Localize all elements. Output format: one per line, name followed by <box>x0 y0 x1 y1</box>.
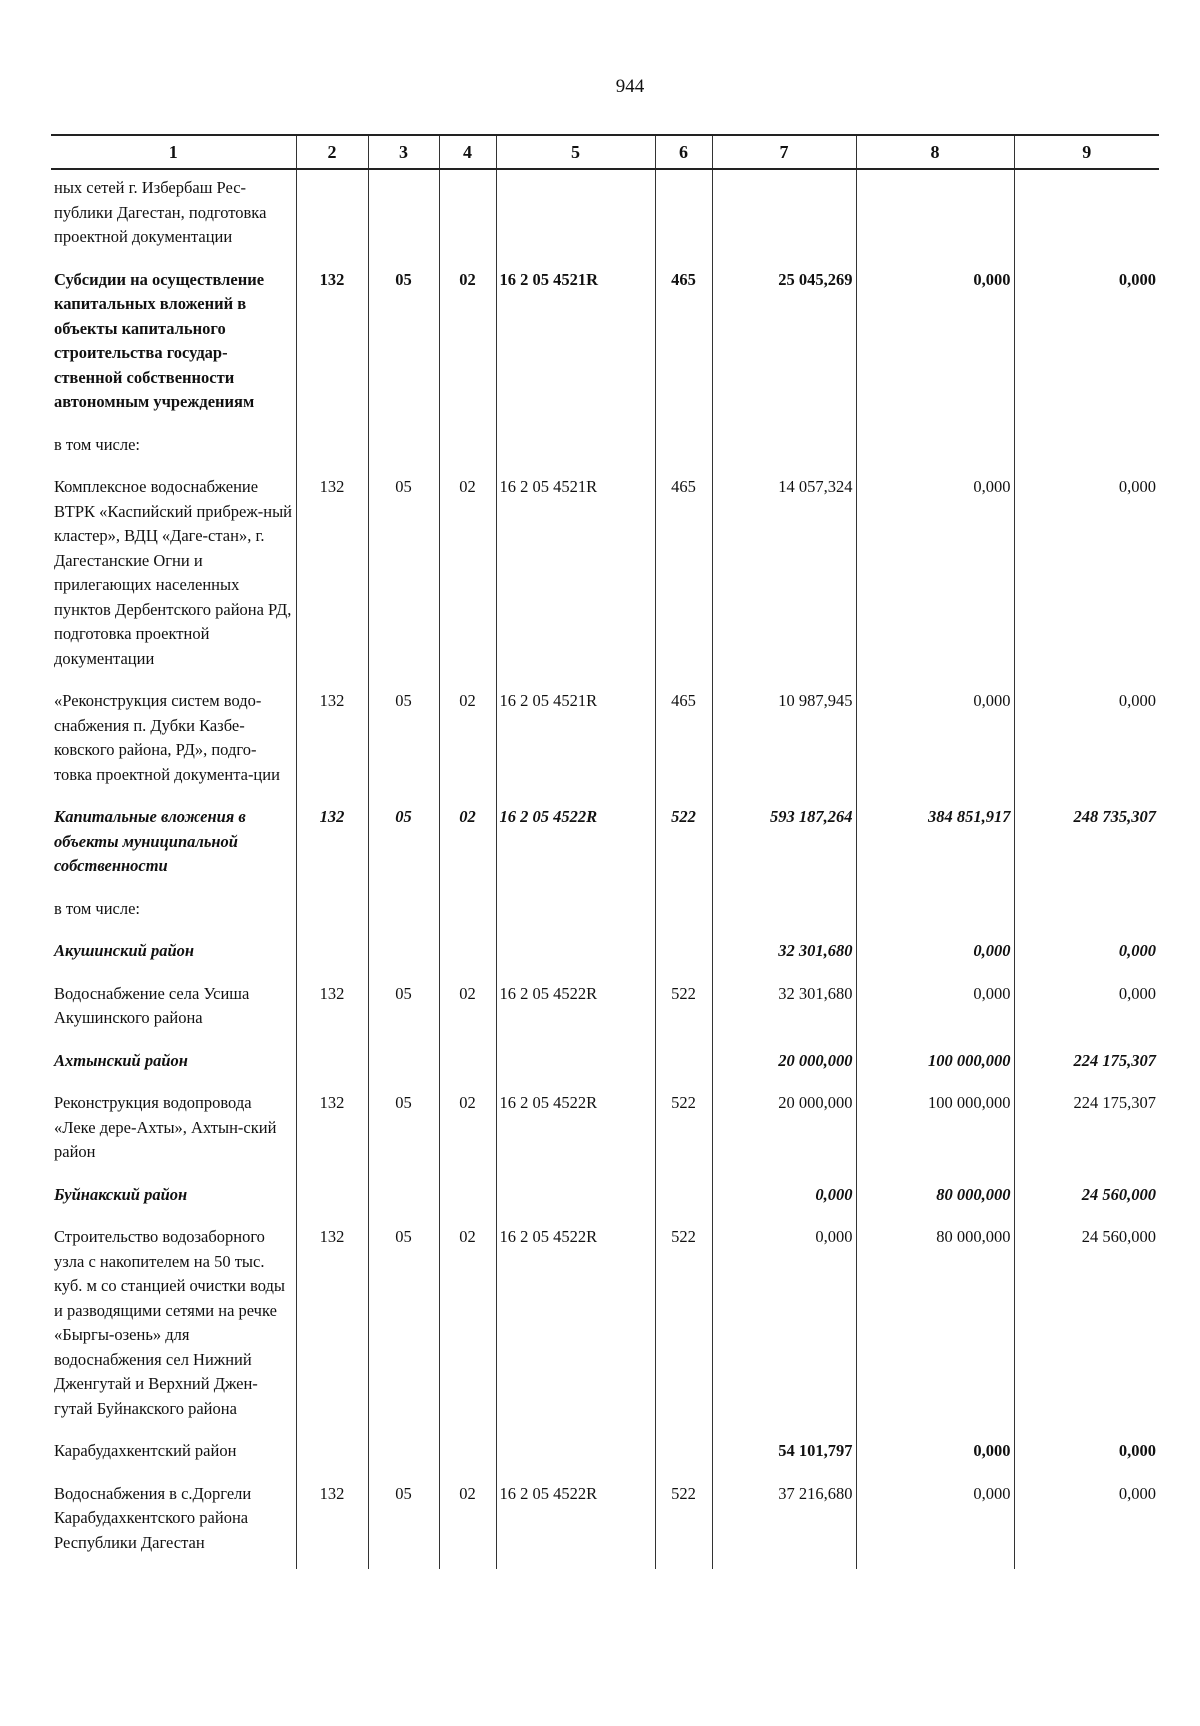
row-name-cell: «Реконструкция систем водо-снабжения п. Дубки Казбе-ковского района, РД», подго-товка проектной документа-ции <box>54 691 280 784</box>
row-name-cell: Ахтынский район <box>54 1050 188 1070</box>
col-6-cell <box>655 930 712 973</box>
col-2-cell: 132 <box>296 1473 368 1570</box>
col-7-cell: 37 216,680 <box>712 1473 856 1570</box>
col-3-cell: 05 <box>368 1473 439 1570</box>
col-3-cell <box>368 930 439 973</box>
col-8-cell: 0,000 <box>856 1473 1014 1570</box>
col-8-cell: 100 000,000 <box>856 1082 1014 1174</box>
table-header <box>51 135 1159 169</box>
col-9-cell: 0,000 <box>1014 466 1159 680</box>
col-3-cell: 05 <box>368 466 439 680</box>
col-7-cell: 32 301,680 <box>712 930 856 973</box>
row-name-cell: Капитальные вложения в объекты муниципальной собственности <box>54 807 246 875</box>
col-6-cell: 522 <box>655 796 712 888</box>
table-row <box>51 466 1159 680</box>
col-4-cell <box>439 169 496 259</box>
row-name-cell: Водоснабжения в с.Доргели Карабудахкентского района Республики Дагестан <box>54 1483 252 1552</box>
header-cell-1: 1 <box>51 135 296 169</box>
col-4-cell <box>439 424 496 467</box>
col-2-cell <box>296 424 368 467</box>
col-8-cell: 80 000,000 <box>856 1174 1014 1217</box>
col-6-cell <box>655 888 712 931</box>
col-5-cell: 16 2 05 4521R <box>496 466 655 680</box>
col-3-cell <box>368 424 439 467</box>
col-9-cell: 0,000 <box>1014 1430 1159 1473</box>
col-7-cell: 20 000,000 <box>712 1040 856 1083</box>
col-4-cell <box>439 1174 496 1217</box>
col-2-cell: 132 <box>296 796 368 888</box>
col-4-cell: 02 <box>439 973 496 1040</box>
col-6-cell: 522 <box>655 1216 712 1430</box>
row-name-cell: Реконструкция водопровода «Леке дере-Ахты», Ахтын-ский район <box>54 1093 277 1161</box>
col-7-cell: 14 057,324 <box>712 466 856 680</box>
col-2-cell <box>296 1430 368 1473</box>
col-5-cell <box>496 424 655 467</box>
col-9-cell: 0,000 <box>1014 930 1159 973</box>
col-6-cell: 522 <box>655 1082 712 1174</box>
col-7-cell <box>712 424 856 467</box>
col-4-cell: 02 <box>439 466 496 680</box>
col-7-cell: 0,000 <box>712 1216 856 1430</box>
col-6-cell <box>655 1174 712 1217</box>
table-row <box>51 1216 1159 1430</box>
col-2-cell <box>296 1174 368 1217</box>
table-row <box>51 169 1159 259</box>
row-name-cell: в том числе: <box>54 898 141 918</box>
col-5-cell: 16 2 05 4522R <box>496 1216 655 1430</box>
col-3-cell <box>368 1040 439 1083</box>
col-4-cell: 02 <box>439 1082 496 1174</box>
table-row <box>51 680 1159 796</box>
row-name-cell: Акушинский район <box>54 941 195 960</box>
col-7-cell: 54 101,797 <box>712 1430 856 1473</box>
table-row <box>51 1430 1159 1473</box>
col-9-cell: 224 175,307 <box>1014 1040 1159 1083</box>
col-5-cell <box>496 169 655 259</box>
row-name-cell: Карабудахкентский район <box>54 1441 237 1460</box>
col-2-cell <box>296 1040 368 1083</box>
row-name-cell: Комплексное водоснабжение ВТРК «Каспийский прибреж-ный кластер», ВДЦ «Даге-стан», г. Дагестанские Огни и прилегающих населенных пунктов Дербентского района РД, подготовка проектной документации <box>54 477 292 668</box>
col-8-cell: 100 000,000 <box>856 1040 1014 1083</box>
col-2-cell <box>296 169 368 259</box>
table-row <box>51 1174 1159 1217</box>
col-8-cell: 0,000 <box>856 259 1014 424</box>
col-4-cell <box>439 888 496 931</box>
header-cell-8: 8 <box>856 135 1014 169</box>
table-row <box>51 1473 1159 1570</box>
table-row <box>51 930 1159 973</box>
col-8-cell: 0,000 <box>856 973 1014 1040</box>
col-8-cell <box>856 888 1014 931</box>
col-2-cell <box>296 930 368 973</box>
col-3-cell <box>368 169 439 259</box>
col-6-cell: 465 <box>655 259 712 424</box>
col-6-cell: 522 <box>655 973 712 1040</box>
col-9-cell: 24 560,000 <box>1014 1174 1159 1217</box>
col-4-cell: 02 <box>439 259 496 424</box>
col-4-cell <box>439 1040 496 1083</box>
row-name-cell: в том числе: <box>54 434 141 454</box>
table-row <box>51 1082 1159 1174</box>
col-4-cell: 02 <box>439 680 496 796</box>
header-cell-4: 4 <box>439 135 496 169</box>
col-5-cell <box>496 1040 655 1083</box>
table-row <box>51 796 1159 888</box>
col-6-cell <box>655 424 712 467</box>
col-7-cell: 32 301,680 <box>712 973 856 1040</box>
col-9-cell: 248 735,307 <box>1014 796 1159 888</box>
table-body <box>51 169 1159 1569</box>
col-5-cell <box>496 888 655 931</box>
header-cell-2: 2 <box>296 135 368 169</box>
col-8-cell: 384 851,917 <box>856 796 1014 888</box>
row-name-cell: Буйнакский район <box>54 1184 188 1204</box>
col-6-cell: 465 <box>655 466 712 680</box>
col-8-cell <box>856 424 1014 467</box>
header-cell-5: 5 <box>496 135 655 169</box>
col-5-cell <box>496 1430 655 1473</box>
col-7-cell: 25 045,269 <box>712 259 856 424</box>
col-3-cell <box>368 1174 439 1217</box>
col-3-cell: 05 <box>368 680 439 796</box>
header-cell-7: 7 <box>712 135 856 169</box>
col-3-cell: 05 <box>368 259 439 424</box>
col-9-cell: 24 560,000 <box>1014 1216 1159 1430</box>
col-5-cell: 16 2 05 4522R <box>496 973 655 1040</box>
col-2-cell: 132 <box>296 1082 368 1174</box>
col-7-cell: 0,000 <box>712 1174 856 1217</box>
col-4-cell: 02 <box>439 1216 496 1430</box>
row-name-cell: ных сетей г. Избербаш Рес-публики Дагестан, подготовка проектной документации <box>54 178 267 246</box>
col-7-cell: 20 000,000 <box>712 1082 856 1174</box>
col-2-cell: 132 <box>296 466 368 680</box>
col-3-cell: 05 <box>368 973 439 1040</box>
table-row <box>51 888 1159 931</box>
col-8-cell <box>856 169 1014 259</box>
col-9-cell <box>1014 888 1159 931</box>
col-3-cell <box>368 1430 439 1473</box>
col-7-cell <box>712 169 856 259</box>
col-3-cell <box>368 888 439 931</box>
col-5-cell <box>496 1174 655 1217</box>
col-2-cell: 132 <box>296 1216 368 1430</box>
col-7-cell: 593 187,264 <box>712 796 856 888</box>
col-9-cell: 0,000 <box>1014 973 1159 1040</box>
col-5-cell: 16 2 05 4521R <box>496 259 655 424</box>
col-9-cell: 0,000 <box>1014 259 1159 424</box>
table-row <box>51 259 1159 424</box>
table-row <box>51 424 1159 467</box>
row-name-cell: Субсидии на осуществление капитальных вложений в объекты капитального строительства государ-ственной собственности автономным учреждениям <box>54 269 265 411</box>
table-row <box>51 973 1159 1040</box>
col-5-cell: 16 2 05 4522R <box>496 796 655 888</box>
col-9-cell <box>1014 169 1159 259</box>
col-5-cell <box>496 930 655 973</box>
col-8-cell: 0,000 <box>856 1430 1014 1473</box>
budget-table <box>51 134 1159 1569</box>
col-8-cell: 80 000,000 <box>856 1216 1014 1430</box>
table-row <box>51 1040 1159 1083</box>
col-4-cell: 02 <box>439 796 496 888</box>
col-5-cell: 16 2 05 4522R <box>496 1473 655 1570</box>
col-6-cell: 465 <box>655 680 712 796</box>
col-2-cell: 132 <box>296 259 368 424</box>
col-5-cell: 16 2 05 4521R <box>496 680 655 796</box>
col-3-cell: 05 <box>368 1216 439 1430</box>
col-8-cell: 0,000 <box>856 680 1014 796</box>
col-3-cell: 05 <box>368 1082 439 1174</box>
header-cell-3: 3 <box>368 135 439 169</box>
row-name-cell: Строительство водозаборного узла с накопителем на 50 тыс. куб. м со станцией очистки воды и разводящими сетями на речке «Быргы-озень» для водоснабжения сел Нижний Дженгутай и Верхний Джен-гутай Буйнакского района <box>54 1227 285 1418</box>
col-3-cell: 05 <box>368 796 439 888</box>
col-8-cell: 0,000 <box>856 466 1014 680</box>
header-cell-9: 9 <box>1014 135 1159 169</box>
col-2-cell: 132 <box>296 973 368 1040</box>
col-8-cell: 0,000 <box>856 930 1014 973</box>
col-2-cell <box>296 888 368 931</box>
col-5-cell: 16 2 05 4522R <box>496 1082 655 1174</box>
col-9-cell: 0,000 <box>1014 1473 1159 1570</box>
col-7-cell <box>712 888 856 931</box>
col-9-cell <box>1014 424 1159 467</box>
col-4-cell: 02 <box>439 1473 496 1570</box>
col-6-cell: 522 <box>655 1473 712 1570</box>
col-6-cell <box>655 1430 712 1473</box>
header-cell-6: 6 <box>655 135 712 169</box>
col-9-cell: 0,000 <box>1014 680 1159 796</box>
col-4-cell <box>439 1430 496 1473</box>
col-9-cell: 224 175,307 <box>1014 1082 1159 1174</box>
col-6-cell <box>655 169 712 259</box>
col-6-cell <box>655 1040 712 1083</box>
header-row <box>51 135 1159 169</box>
col-2-cell: 132 <box>296 680 368 796</box>
page-number: 944 <box>615 76 645 97</box>
budget-table-container <box>51 134 1159 1569</box>
col-7-cell: 10 987,945 <box>712 680 856 796</box>
col-4-cell <box>439 930 496 973</box>
row-name-cell: Водоснабжение села Усиша Акушинского района <box>54 983 250 1027</box>
